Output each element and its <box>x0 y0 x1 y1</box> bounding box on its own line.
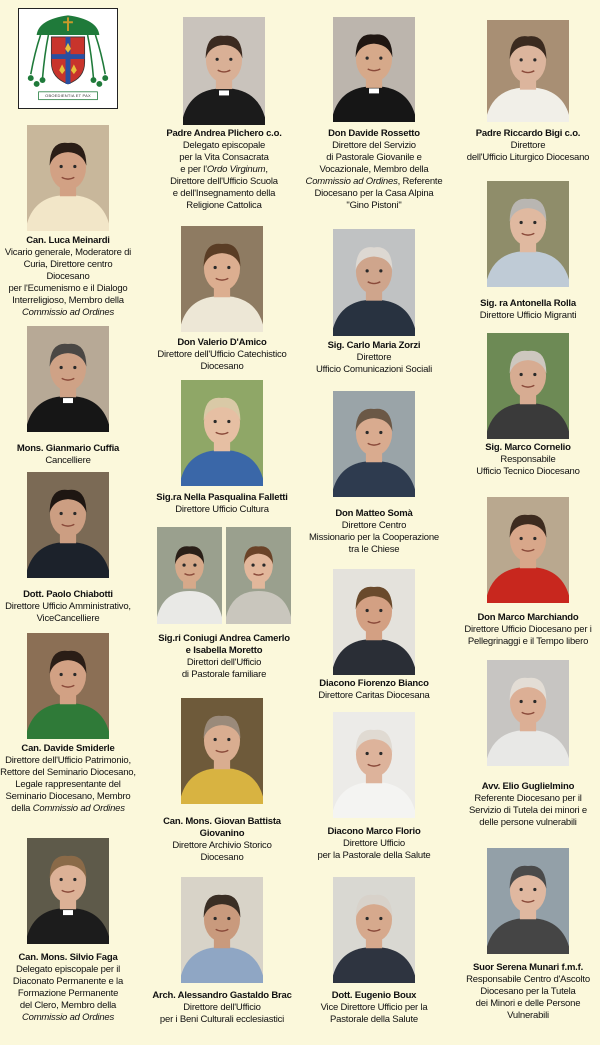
person-role-line: per la Pastorale della Salute <box>317 850 431 861</box>
person-caption <box>147 337 297 373</box>
person-role-line: Delegato episcopale <box>182 140 266 151</box>
person-role-line: dei Minori e delle Persone <box>475 998 581 1009</box>
person-role-line: Vicario generale, Moderatore di <box>4 247 132 258</box>
portrait-photo <box>181 698 263 804</box>
person-name-continued: Giovanino <box>199 828 245 839</box>
person-role-line: di Pastorale Giovanile e <box>326 152 422 163</box>
person-caption <box>299 508 449 556</box>
person-name: Dott. Paolo Chiabotti <box>23 589 113 600</box>
crest-motto: OBOEDIENTIA ET PAX <box>45 93 91 98</box>
person-role-line: Religione Cattolica <box>186 200 262 211</box>
person-name: Can. Luca Meinardi <box>26 235 110 246</box>
person-role-line: Direttore Archivio Storico <box>172 840 272 851</box>
person-role-line: di Pastorale familiare <box>181 669 267 680</box>
person-role-line: Curia, Direttore centro Diocesano <box>23 259 113 282</box>
person-name: Suor Serena Munari f.m.f. <box>472 962 584 973</box>
portrait-photo <box>181 226 263 332</box>
person-role-line: Seminario Diocesano, Membro <box>5 791 131 802</box>
person-name: Sig. Carlo Maria Zorzi <box>327 340 421 351</box>
portrait-photo <box>27 326 109 432</box>
portrait-photo <box>181 380 263 486</box>
person-role-line: Ufficio Comunicazioni Sociali <box>316 364 432 375</box>
person-caption <box>299 990 449 1026</box>
person-role-line: Commissio ad Ordines <box>21 1012 115 1023</box>
person-role-line: Formazione Permanente <box>17 988 119 999</box>
person-role-line: Pellegrinaggi e il Tempo libero <box>467 636 589 647</box>
person-caption <box>299 678 449 702</box>
person-role-line: "Gino Pistoni" <box>346 200 402 211</box>
person-role-line: Commissio ad Ordines <box>21 307 115 318</box>
person-role-line: Missionario per la Cooperazione <box>308 532 440 543</box>
person-role-line: Direttore dell'Ufficio Catechistico <box>157 349 287 360</box>
person-name: Don Valerio D'Amico <box>177 337 267 348</box>
portrait-photo <box>27 633 109 739</box>
person-name: Arch. Alessandro Gastaldo Brac <box>152 990 292 1001</box>
person-role-line: Cancelliere <box>45 455 91 466</box>
portrait-photo <box>487 660 569 766</box>
person-name: Diacono Marco Florio <box>327 826 421 837</box>
person-name: Can. Mons. Giovan Battista <box>163 816 281 827</box>
person-caption <box>453 442 600 478</box>
person-role-line: Referente Diocesano per il <box>474 793 582 804</box>
person-role-line: Responsabile Centro d'Ascolto <box>466 974 590 985</box>
person-caption <box>453 962 600 1022</box>
person-caption <box>3 235 133 319</box>
person-name: Sig.ra Nella Pasqualina Falletti <box>156 492 288 503</box>
person-role-line: Servizio di Tutela dei minori e <box>469 805 587 816</box>
person-name: Sig.ri Coniugi Andrea Camerlo <box>158 633 290 644</box>
person-role-line: Commissio ad Ordines, Referente <box>305 176 443 187</box>
person-role-line: Direttore Ufficio <box>343 838 405 849</box>
portrait-photo <box>183 17 265 125</box>
person-role-line: Diocesano per la Tutela <box>480 986 576 997</box>
portrait-photo <box>27 472 109 578</box>
person-role-line: della Commissio ad Ordines <box>11 803 125 814</box>
person-role-line: Interreligioso, Membro della <box>12 295 124 306</box>
portrait-photo <box>333 17 415 122</box>
portrait-photo <box>27 838 109 944</box>
person-name: Don Marco Marchiando <box>477 612 579 623</box>
person-caption <box>3 589 133 625</box>
person-name-continued: e Isabella Moretto <box>185 645 263 656</box>
person-role-line: tra le Chiese <box>348 544 400 555</box>
portrait-photo <box>333 877 415 983</box>
person-name: Padre Riccardo Bigi c.o. <box>475 128 581 139</box>
portrait-photo <box>487 497 569 603</box>
person-caption <box>147 816 297 864</box>
person-caption <box>3 952 133 1024</box>
person-role-line: Direttore Centro <box>341 520 407 531</box>
person-role-line: Responsabile <box>500 454 556 465</box>
person-role-line: Direttore dell'Ufficio Patrimonio, <box>5 755 131 766</box>
person-caption <box>149 128 299 212</box>
person-role-line: Direttore Ufficio Cultura <box>175 504 269 515</box>
person-name: Sig. ra Antonella Rolla <box>480 298 576 309</box>
person-role-line: Vulnerabili <box>507 1010 549 1021</box>
person-role-line: Direttore del Servizio <box>332 140 416 151</box>
person-role-line: Ufficio Tecnico Diocesano <box>476 466 580 477</box>
person-role-line: Diocesano <box>200 361 244 372</box>
person-role-line: Vocazionale, Membro della <box>319 164 429 175</box>
person-caption <box>149 633 299 681</box>
person-name: Mons. Gianmario Cuffia <box>16 443 120 454</box>
person-role-line: Direttore Ufficio Diocesano per i <box>464 624 592 635</box>
portrait-photo <box>333 229 415 336</box>
person-role-line: per la Vita Consacrata <box>179 152 269 163</box>
person-name: Don Davide Rossetto <box>328 128 420 139</box>
portrait-photo <box>157 527 222 624</box>
person-caption <box>3 443 133 467</box>
person-role-line: Pastorale della Salute <box>329 1014 419 1025</box>
person-caption <box>299 826 449 862</box>
person-role-line: e dell'Insegnamento della <box>172 188 276 199</box>
person-role-line: per l'Ecumenismo e il Dialogo <box>8 283 128 294</box>
person-caption <box>453 781 600 829</box>
person-role-line: Diocesano <box>200 852 244 863</box>
portrait-photo <box>487 333 569 439</box>
person-name: Don Matteo Somà <box>335 508 413 519</box>
person-caption <box>453 298 600 322</box>
person-role-line: dell'Ufficio Liturgico Diocesano <box>466 152 590 163</box>
person-role-line: Direttore Caritas Diocesana <box>318 690 430 701</box>
person-role-line: Rettore del Seminario Diocesano, <box>0 767 136 778</box>
person-role-line: del Clero, Membro della <box>19 1000 117 1011</box>
person-role-line: Direttore <box>510 140 546 151</box>
person-caption <box>453 612 600 648</box>
person-caption <box>453 128 600 164</box>
person-caption <box>299 340 449 376</box>
person-role-line: Direttori dell'Ufficio <box>186 657 262 668</box>
person-name: Avv. Elio Guglielmino <box>481 781 575 792</box>
person-role-line: e per l'Ordo Virginum, <box>180 164 268 175</box>
person-name: Padre Andrea Plichero c.o. <box>166 128 282 139</box>
person-role-line: Diaconato Permanente e la <box>12 976 124 987</box>
portrait-photo <box>333 391 415 497</box>
portrait-photo <box>487 181 569 287</box>
person-role-line: Vice Direttore Ufficio per la <box>320 1002 428 1013</box>
bishop-coat-of-arms <box>18 8 118 109</box>
person-name: Can. Mons. Silvio Faga <box>18 952 118 963</box>
person-role-line: Legale rappresentante del <box>15 779 121 790</box>
person-role-line: Direttore <box>356 352 392 363</box>
portrait-photo <box>226 527 291 624</box>
person-name: Sig. Marco Cornelio <box>485 442 571 453</box>
portrait-photo <box>487 20 569 122</box>
person-caption <box>147 492 297 516</box>
person-name: Diacono Fiorenzo Bianco <box>319 678 429 689</box>
person-caption <box>299 128 449 212</box>
person-role-line: per i Beni Culturali ecclesiastici <box>159 1014 285 1025</box>
person-caption <box>0 743 138 815</box>
person-role-line: ViceCancelliere <box>36 613 100 624</box>
person-role-line: Diocesano per la Casa Alpina <box>314 188 434 199</box>
person-role-line: Direttore Ufficio Migranti <box>479 310 577 321</box>
portrait-photo <box>487 848 569 954</box>
person-name: Can. Davide Smiderle <box>21 743 115 754</box>
person-name: Dott. Eugenio Boux <box>331 990 417 1001</box>
person-caption <box>142 990 302 1026</box>
person-role-line: Direttore Ufficio Amministrativo, <box>5 601 131 612</box>
portrait-photo <box>27 125 109 231</box>
person-role-line: delle persone vulnerabili <box>479 817 577 828</box>
person-role-line: Direttore dell'Ufficio <box>183 1002 261 1013</box>
portrait-photo <box>333 569 415 675</box>
portrait-photo <box>181 877 263 983</box>
portrait-photo <box>333 712 415 818</box>
person-role-line: Direttore dell'Ufficio Scuola <box>170 176 278 187</box>
person-role-line: Delegato episcopale per il <box>15 964 121 975</box>
